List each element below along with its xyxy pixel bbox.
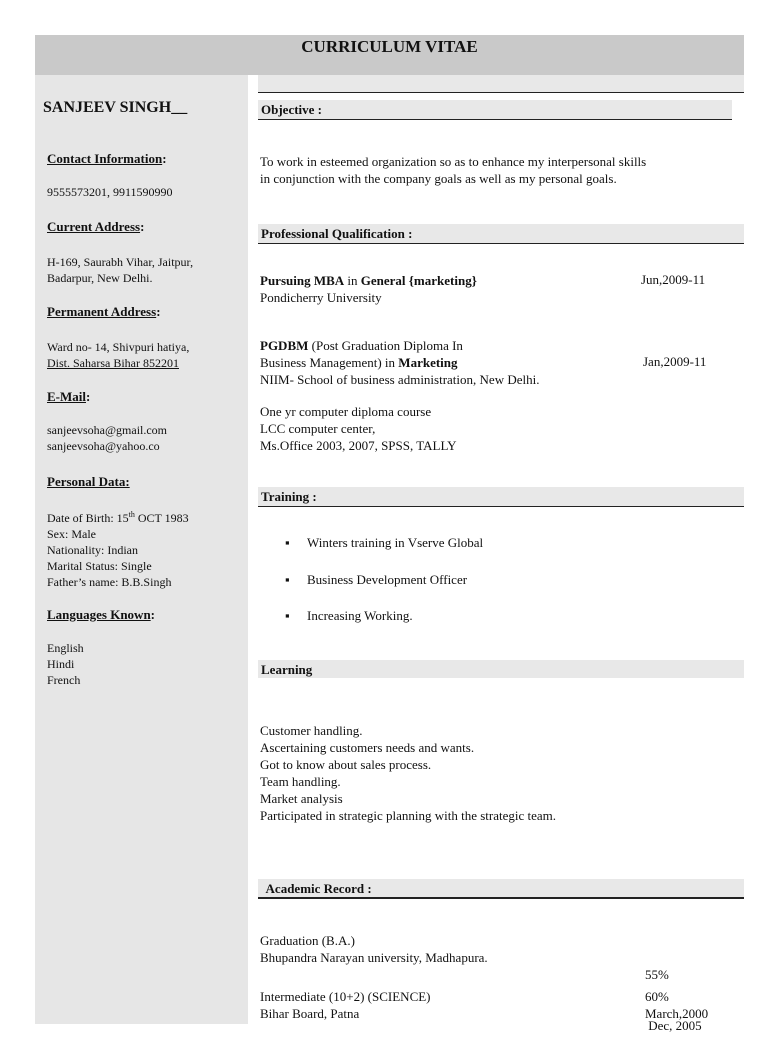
academic-heading: Academic Record : — [258, 879, 744, 899]
languages-list: English Hindi French — [47, 641, 84, 687]
academic-record-row: Intermediate (10+2) (SCIENCE) Bihar Board, Patna — [260, 989, 431, 1021]
email-heading: E-Mail: — [47, 389, 91, 404]
training-item: ▪ Increasing Working. — [285, 608, 413, 623]
current-address-heading: Current Address: — [47, 219, 145, 234]
mba-date: Jun,2009-11 — [641, 272, 706, 287]
languages-heading: Languages Known: — [47, 607, 156, 622]
training-item: ▪ Winters training in Vserve Global — [285, 535, 484, 550]
computer-course: One yr computer diploma course LCC computer center, Ms.Office 2003, 2007, SPSS, TALLY — [260, 404, 457, 453]
permanent-address-heading: Permanent Address: — [47, 304, 161, 319]
pgdbm-date: Jan,2009-11 — [643, 354, 707, 369]
learning-heading: Learning — [258, 660, 744, 678]
contact-heading: Contact Information: — [47, 151, 167, 166]
personal-data: Date of Birth: 15th OCT 1983 Sex: Male Nationality: Indian Marital Status: Single Father’s name: B.B.Singh — [47, 510, 189, 589]
objective-heading: Objective : — [258, 100, 732, 120]
training-heading: Training : — [258, 487, 744, 507]
academic-record-meta: 60% March,2000 — [645, 989, 709, 1021]
top-strip — [258, 75, 744, 93]
candidate-name: SANJEEV SINGH__ — [43, 99, 188, 116]
qualification-heading: Professional Qualification : — [258, 224, 744, 244]
objective-text: To work in esteemed organization so as to enhance my interpersonal skills in conjunction with the company goals as well as my personal goals. — [260, 154, 647, 186]
mba-entry: Pursuing MBA in General {marketing} Pondicherry University — [260, 273, 477, 305]
learning-list: Customer handling. Ascertaining customers needs and wants. Got to know about sales process. Team handling. Market analysis Participated in strategic planning with the strategic team. — [260, 723, 557, 823]
email-list: sanjeevsoha@gmail.com sanjeevsoha@yahoo.co — [47, 423, 168, 453]
pgdbm-entry: PGDBM (Post Graduation Diploma In Business Management) in Marketing NIIM- School of business administration, New Delhi. — [260, 338, 540, 387]
training-item: ▪ Business Development Officer — [285, 572, 468, 587]
personal-data-heading: Personal Data: — [47, 474, 130, 489]
page-title: CURRICULUM VITAE — [301, 37, 478, 56]
academic-record-meta: 55% Dec, 2005 — [645, 967, 702, 1033]
phone-numbers: 9555573201, 9911590990 — [47, 185, 173, 199]
current-address: H-169, Saurabh Vihar, Jaitpur, Badarpur, New Delhi. — [47, 255, 194, 285]
academic-record-row: Graduation (B.A.) Bhupandra Narayan university, Madhapura. — [260, 933, 488, 965]
permanent-address: Ward no- 14, Shivpuri hatiya, Dist. Saharsa Bihar 852201 — [47, 340, 190, 370]
